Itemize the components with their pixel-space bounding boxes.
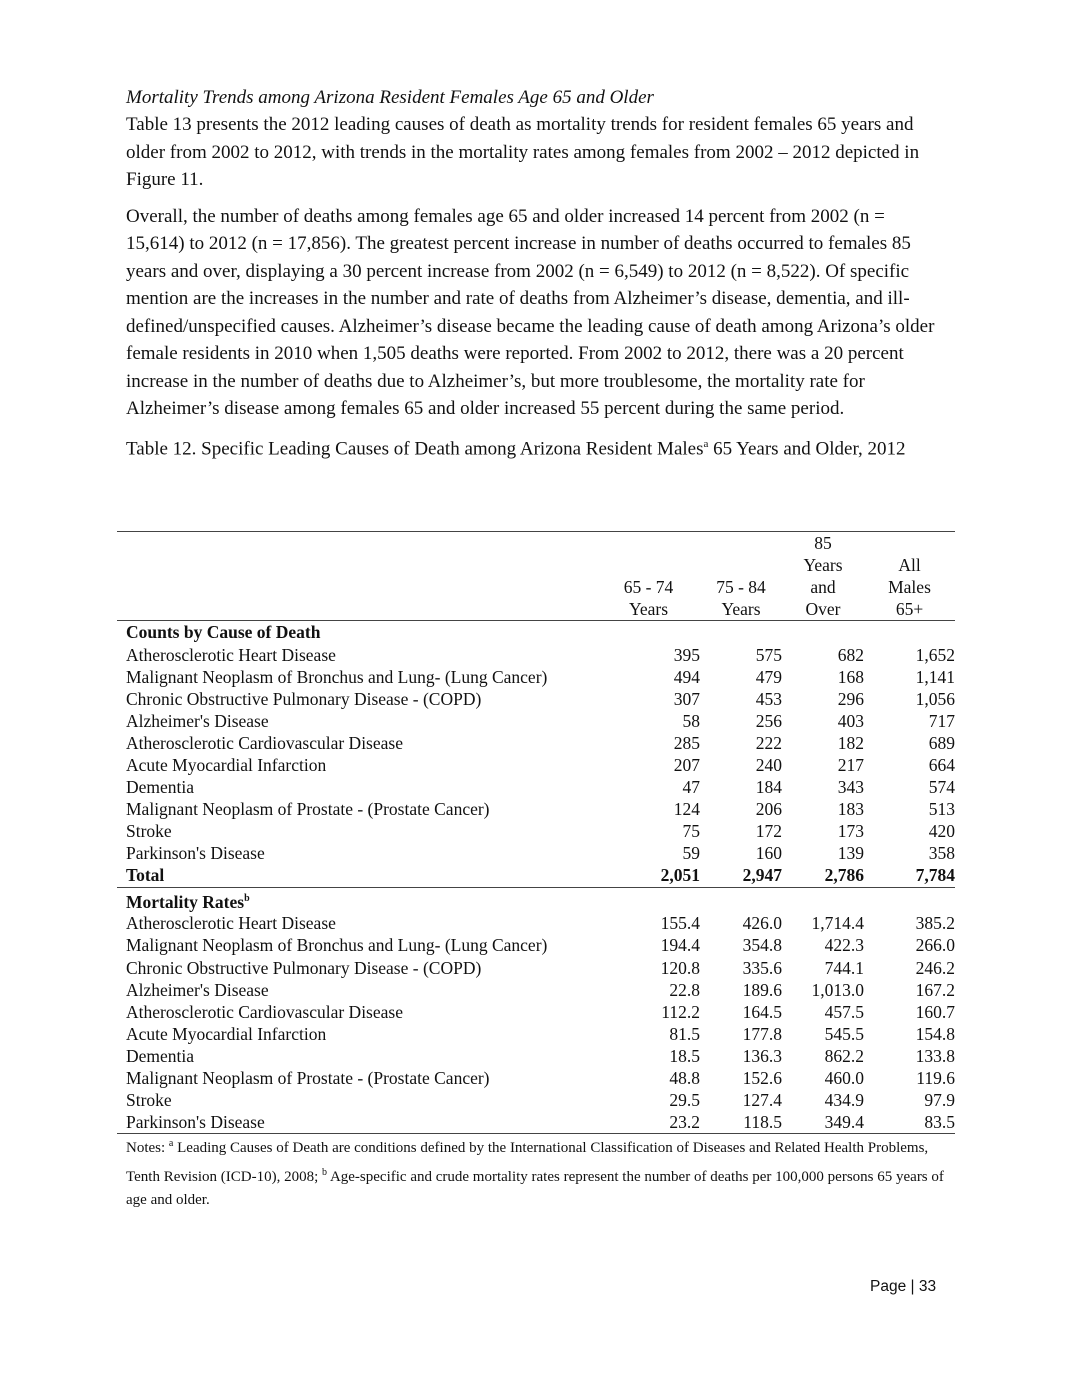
cause-label: Stroke	[126, 1090, 172, 1111]
value-cell: 48.8	[669, 1068, 700, 1089]
value-cell: 160.7	[915, 1001, 955, 1022]
header-col-2-line-2	[700, 554, 782, 576]
cause-label: Stroke	[126, 821, 172, 842]
header-col-3-line-3: and	[810, 577, 836, 598]
value-cell: 335.6	[742, 957, 782, 978]
rate-row	[117, 979, 955, 1001]
counts-heading: Counts by Cause of Death	[126, 622, 321, 643]
count-row	[117, 820, 955, 842]
value-cell: 152.6	[742, 1068, 782, 1089]
value-cell: 112.2	[661, 1001, 700, 1022]
value-cell: 296	[837, 688, 864, 709]
header-col-4-line-2: All	[898, 555, 921, 576]
rate-row	[117, 934, 955, 956]
cause-label: Chronic Obstructive Pulmonary Disease - (COPD)	[126, 957, 482, 978]
cause-label: Alzheimer's Disease	[126, 710, 269, 731]
value-cell: 155.4	[660, 913, 700, 934]
value-cell: 164.5	[742, 1001, 782, 1022]
header-col-2-line-1	[700, 532, 782, 555]
table-caption-text: Table 12. Specific Leading Causes of Death among Arizona Resident Males	[126, 437, 704, 459]
value-cell: 354.8	[742, 935, 782, 956]
value-cell: 457.5	[824, 1001, 864, 1022]
table-notes	[126, 1132, 956, 1213]
value-cell: 177.8	[742, 1023, 782, 1044]
value-cell: 7,784	[864, 864, 955, 887]
header-col-1-line-2	[597, 554, 700, 576]
count-row	[117, 710, 955, 732]
header-col-1-line-3: 65 - 74	[623, 577, 674, 598]
value-cell: 2,051	[597, 864, 700, 887]
paragraph-1: Table 13 presents the 2012 leading causes of death as mortality trends for resident females 65 years and older from 2002 to 2012, with trends in the mortality rates among females from 2002 – 2012 depicted in Figure 11.	[126, 114, 920, 190]
value-cell: 862.2	[824, 1045, 864, 1066]
value-cell: 18.5	[669, 1045, 700, 1066]
header-blank	[117, 532, 597, 555]
value-cell: 403	[837, 710, 864, 731]
rate-row	[117, 1089, 955, 1111]
value-cell: 47	[682, 777, 700, 798]
value-cell: 120.8	[660, 957, 700, 978]
header-row-1	[117, 532, 955, 555]
value-cell: 460.0	[824, 1068, 864, 1089]
header-col-3-line-4: Over	[782, 598, 864, 621]
header-col-2-line-3: 75 - 84	[716, 577, 766, 598]
value-cell: 183	[837, 799, 864, 820]
value-cell: 358	[928, 843, 955, 864]
table-header	[117, 532, 955, 621]
notes-text-a: Leading Causes of Death are conditions defined by the International Classification of Diseases and Related Health Problems, Tenth Revision (ICD-10), 2008;	[126, 1140, 929, 1185]
value-cell: 545.5	[824, 1023, 864, 1044]
value-cell: 744.1	[824, 957, 864, 978]
header-col-1-line-1	[597, 532, 700, 555]
header-col-4-line-3: Males	[888, 577, 931, 598]
table-caption-text-end: 65 Years and Older, 2012	[708, 437, 906, 459]
rates-heading-footnote-marker: b	[244, 892, 250, 904]
value-cell: 1,141	[915, 666, 955, 687]
value-cell: 343	[837, 777, 864, 798]
header-row-4	[117, 598, 955, 621]
value-cell: 494	[673, 666, 700, 687]
value-cell: 422.3	[824, 935, 864, 956]
rate-row	[117, 1111, 955, 1134]
header-col-4-line-4: 65+	[864, 598, 955, 621]
value-cell: 1,714.4	[811, 913, 864, 934]
value-cell: 682	[837, 644, 864, 665]
table-caption-footnote-marker: a	[703, 437, 709, 450]
count-row	[117, 643, 955, 665]
rate-row	[117, 1045, 955, 1067]
value-cell: 689	[928, 732, 955, 753]
count-row	[117, 754, 955, 776]
value-cell: 127.4	[742, 1090, 782, 1111]
value-cell: 246.2	[915, 957, 955, 978]
total-row	[117, 864, 955, 887]
count-row	[117, 666, 955, 688]
cause-label: Dementia	[126, 1045, 195, 1066]
table-caption	[126, 433, 946, 460]
value-cell: 75	[682, 821, 700, 842]
value-cell: 184	[755, 777, 782, 798]
cause-label: Parkinson's Disease	[117, 1111, 597, 1134]
rate-row	[117, 1001, 955, 1023]
count-row	[117, 688, 955, 710]
value-cell: 1,056	[915, 688, 955, 709]
value-cell: 136.3	[742, 1045, 782, 1066]
header-blank	[117, 576, 597, 598]
notes-text-b: Age-specific and crude mortality rates represent the number of deaths per 100,000 persons 65 years of age and older.	[126, 1168, 944, 1208]
cause-label: Malignant Neoplasm of Prostate - (Prostate Cancer)	[126, 799, 490, 820]
value-cell: 256	[755, 710, 782, 731]
notes-prefix: Notes:	[126, 1140, 169, 1156]
header-col-1-line-4: Years	[597, 598, 700, 621]
value-cell: 395	[673, 644, 700, 665]
value-cell: 717	[928, 710, 955, 731]
value-cell: 1,013.0	[811, 979, 864, 1000]
rate-row	[117, 1023, 955, 1045]
count-row	[117, 732, 955, 754]
value-cell: 97.9	[924, 1090, 955, 1111]
rates-heading-row	[117, 887, 955, 912]
value-cell: 83.5	[864, 1111, 955, 1134]
header-col-3-line-1: 85	[814, 533, 832, 554]
value-cell: 349.4	[782, 1111, 864, 1134]
value-cell: 222	[755, 732, 782, 753]
value-cell: 160	[755, 843, 782, 864]
cause-label: Parkinson's Disease	[126, 843, 265, 864]
header-col-2-line-4: Years	[700, 598, 782, 621]
cause-label: Acute Myocardial Infarction	[126, 754, 327, 775]
value-cell: 182	[837, 732, 864, 753]
value-cell: 168	[837, 666, 864, 687]
rate-row	[117, 957, 955, 979]
count-row	[117, 842, 955, 864]
cause-label: Dementia	[126, 777, 195, 798]
value-cell: 23.2	[597, 1111, 700, 1134]
value-cell: 240	[755, 754, 782, 775]
cause-label: Atherosclerotic Cardiovascular Disease	[126, 1001, 403, 1022]
cause-label: Alzheimer's Disease	[126, 979, 269, 1000]
count-row	[117, 776, 955, 798]
value-cell: 81.5	[669, 1023, 700, 1044]
header-blank	[117, 598, 597, 621]
value-cell: 664	[928, 754, 955, 775]
cause-label: Atherosclerotic Heart Disease	[126, 913, 336, 934]
header-col-3-line-2: Years	[803, 555, 843, 576]
cause-label: Atherosclerotic Cardiovascular Disease	[126, 732, 403, 753]
value-cell: 22.8	[669, 979, 700, 1000]
value-cell: 133.8	[915, 1045, 955, 1066]
value-cell: 575	[755, 644, 782, 665]
value-cell: 119.6	[916, 1068, 955, 1089]
value-cell: 29.5	[669, 1090, 700, 1111]
value-cell: 513	[928, 799, 955, 820]
value-cell: 266.0	[915, 935, 955, 956]
value-cell: 453	[755, 688, 782, 709]
section-heading: Mortality Trends among Arizona Resident Females Age 65 and Older	[126, 87, 654, 108]
page-body	[126, 86, 946, 460]
value-cell: 173	[837, 821, 864, 842]
cause-label: Malignant Neoplasm of Bronchus and Lung- (Lung Cancer)	[126, 666, 548, 687]
counts-heading-row	[117, 621, 955, 644]
notes-marker-a: a	[168, 1138, 174, 1149]
value-cell: 426.0	[742, 913, 782, 934]
cause-label: Malignant Neoplasm of Prostate - (Prostate Cancer)	[126, 1068, 490, 1089]
value-cell: 217	[837, 754, 864, 775]
value-cell: 207	[673, 754, 700, 775]
value-cell: 154.8	[915, 1023, 955, 1044]
mortality-table	[117, 531, 955, 1134]
value-cell: 385.2	[915, 913, 955, 934]
page-number: Page | 33	[870, 1278, 937, 1295]
header-row-3	[117, 576, 955, 598]
rates-heading-text: Mortality Rates	[126, 891, 245, 912]
value-cell: 194.4	[660, 935, 700, 956]
value-cell: 479	[755, 666, 782, 687]
count-row	[117, 798, 955, 820]
value-cell: 307	[673, 688, 700, 709]
value-cell: 285	[673, 732, 700, 753]
value-cell: 206	[755, 799, 782, 820]
cause-label: Total	[117, 864, 597, 887]
value-cell: 58	[682, 710, 700, 731]
header-blank	[117, 554, 597, 576]
value-cell: 1,652	[915, 644, 955, 665]
value-cell: 172	[755, 821, 782, 842]
value-cell: 434.9	[824, 1090, 864, 1111]
value-cell: 139	[837, 843, 864, 864]
cause-label: Chronic Obstructive Pulmonary Disease - (COPD)	[126, 688, 482, 709]
value-cell: 189.6	[742, 979, 782, 1000]
value-cell: 420	[928, 821, 955, 842]
value-cell: 59	[682, 843, 700, 864]
table-body	[117, 621, 955, 1134]
header-row-2	[117, 554, 955, 576]
value-cell: 574	[928, 777, 955, 798]
cause-label: Acute Myocardial Infarction	[126, 1023, 327, 1044]
cause-label: Atherosclerotic Heart Disease	[126, 644, 336, 665]
value-cell: 124	[673, 799, 700, 820]
value-cell: 2,947	[700, 864, 782, 887]
paragraph-2: Overall, the number of deaths among females age 65 and older increased 14 percent from 2002 (n = 15,614) to 2012 (n = 17,856). The greatest percent increase in number of deaths occurred to females 85 years and over, displaying a 30 percent increase from 2002 (n = 6,549) to 2012 (n = 8,522). Of specific mention are the increases in the number and rate of deaths from Alzheimer’s disease, dementia, and ill-defined/unspecified causes. Alzheimer’s disease became the leading cause of death among Arizona’s older female residents in 2010 when 1,505 deaths were reported. From 2002 to 2012, there was a 20 percent increase in the number of deaths due to Alzheimer’s, but more troublesome, the mortality rate for Alzheimer’s disease among females 65 and older increased 55 percent during the same period.	[126, 205, 935, 419]
value-cell: 118.5	[700, 1111, 782, 1134]
rate-row	[117, 1067, 955, 1089]
value-cell: 2,786	[782, 864, 864, 887]
value-cell: 167.2	[915, 979, 955, 1000]
cause-label: Malignant Neoplasm of Bronchus and Lung- (Lung Cancer)	[126, 935, 548, 956]
rates-heading	[117, 887, 955, 912]
header-col-4-line-1	[864, 532, 955, 555]
rate-row	[117, 912, 955, 934]
notes-marker-b: b	[322, 1166, 328, 1178]
